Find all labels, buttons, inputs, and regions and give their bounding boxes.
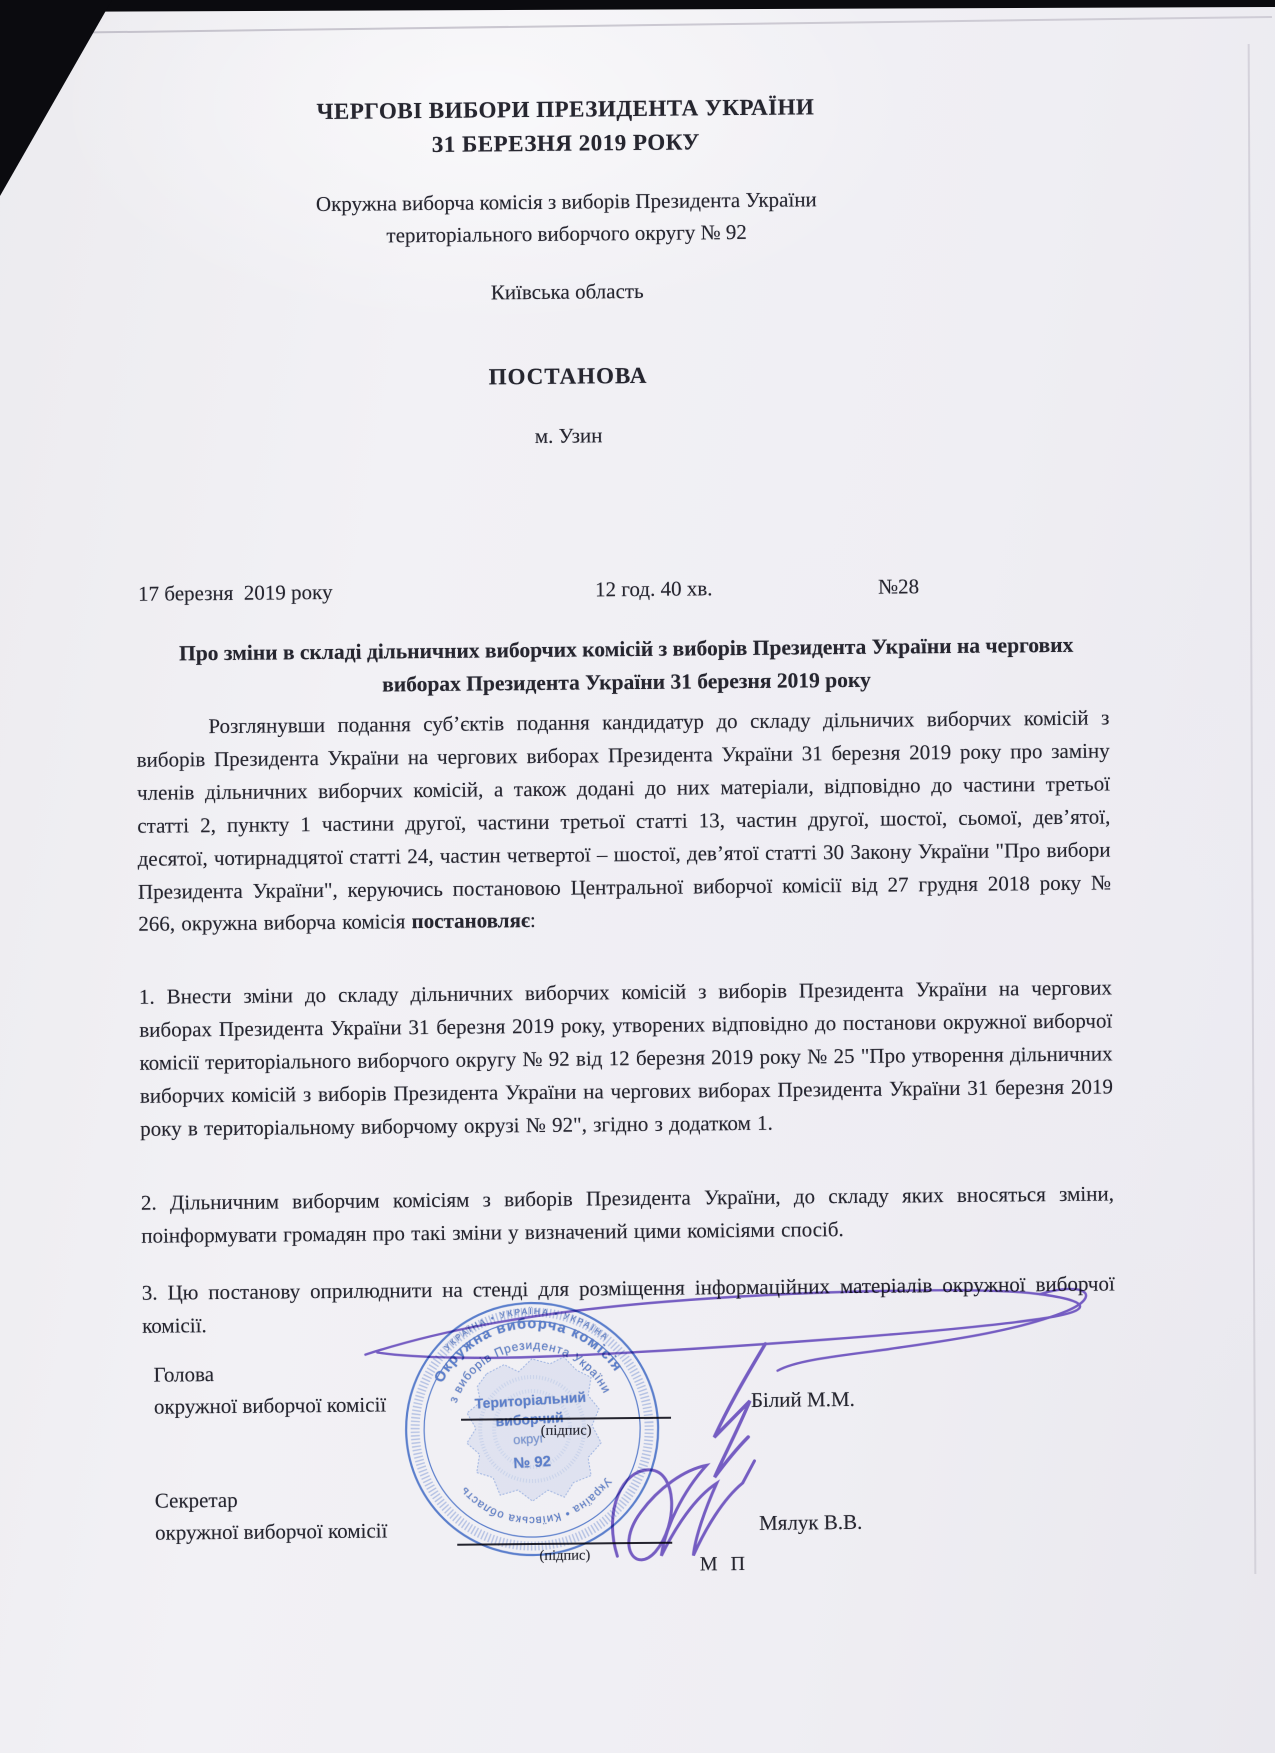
- secretary-name: Мялук В.В.: [758, 1509, 863, 1535]
- paragraph-item-3: 3. Цю постанову оприлюднити на стенді для розміщення інформаційних матеріалів окружної виборчої комісії.: [141, 1271, 1115, 1338]
- resolution-subject: Про зміни в складі дільничних виборчих комісій з виборів Президента України на чергових виборах Президента України 31 березня 2019 року: [178, 632, 1074, 697]
- election-title-line2: 31 БЕРЕЗНЯ 2019 РОКУ: [431, 129, 700, 157]
- document-place: м. Узин: [534, 423, 603, 448]
- secretary-signature-caption: (підпис): [539, 1547, 591, 1564]
- stamp-center-line1: Територіальний: [474, 1388, 587, 1412]
- commission-name-line1: Окружна виборча комісія з виборів Президента України: [315, 187, 817, 217]
- document-number: №28: [877, 574, 920, 599]
- document-type-heading: ПОСТАНОВА: [488, 362, 648, 390]
- election-title-line1: ЧЕРГОВІ ВИБОРИ ПРЕЗИДЕНТА УКРАЇНИ: [316, 94, 815, 125]
- chairman-name: Білий М.М.: [750, 1386, 855, 1412]
- stamp-center-line2: виборчий: [495, 1409, 564, 1430]
- intro-bold-word: постановляє: [411, 908, 531, 934]
- stamp-tiny-ring-text: УКРАЇНА • УКРАЇНА • УКРАЇНА: [441, 1306, 612, 1353]
- seal-place-mark: М П: [699, 1553, 746, 1576]
- region-name: Київська область: [490, 278, 644, 305]
- stamp-ring-mid-text: з виборів Президента України: [445, 1337, 614, 1405]
- document-time: 12 год. 40 хв.: [594, 576, 713, 602]
- document-date: 17 березня 2019 року: [137, 579, 333, 606]
- chairman-role-line1: Голова: [153, 1362, 215, 1387]
- intro-text: Розглянувши подання суб’єктів подання кандидатур до складу дільничих виборчих комісій з виборів Президента України на чергових виборах Президента України 31 березня 2019 року про заміну членів дільничних виборчих комісій, а також додані до них матеріали, відповідно до частини третьої статті 2, пункту 1 частини другої, частини третьої статті 13, частин другої, шостої, сьомої, дев’ятої, десятої, чотирнадцятої статті 24, частин четвертої – шостої, дев’ятої статті 30 Закону України "Про вибори Президента України", керуючись постановою Центральної виборчої комісії від 27 грудня 2018 року № 266, окружна виборча комісія: [136, 705, 1112, 937]
- stamp-ring-bottom-text: Україна • Київська область: [458, 1475, 614, 1527]
- paragraph-item-2: 2. Дільничним виборчим комісіям з виборів Президента України, до складу яких вносяться зміни, поінформувати громадян про такі зміни у визначений цими комісіями спосіб.: [140, 1181, 1115, 1248]
- paragraph-intro: [136, 701, 1111, 941]
- secretary-role-line2: окружної виборчої комісії: [155, 1518, 388, 1545]
- commission-name-line2: територіального виборчого округу № 92: [386, 219, 747, 248]
- handwritten-signatures-ink: [304, 1250, 1127, 1598]
- stamp-center-line3: округ: [512, 1430, 545, 1448]
- secretary-signature-loops: [612, 1461, 756, 1560]
- stamp-ring-top-text: Окружна виборча комісія: [431, 1316, 626, 1386]
- stamp-center-line4: № 92: [512, 1452, 552, 1473]
- intro-colon: :: [529, 908, 536, 933]
- secretary-role-line1: Секретар: [154, 1487, 238, 1513]
- paragraph-item-1: 1. Внести зміни до складу дільничних виборчих комісій з виборів Президента України на чергових виборах Президента України 31 березня 2019 року, утворених відповідно до постанови окружної виборчої комісії територіального виборчого округу № 92 від 12 березня 2019 року № 25 "Про утворення дільничних виборчих комісій з виборів Президента України на чергових виборах Президента України 31 березня 2019 року в територіальному виборчому окрузі № 92", згідно з додатком 1.: [138, 975, 1113, 1141]
- chairman-signature-zigzag: [713, 1344, 766, 1477]
- chairman-role-line2: окружної виборчої комісії: [153, 1392, 387, 1419]
- chairman-signature-loop: [365, 1289, 1081, 1359]
